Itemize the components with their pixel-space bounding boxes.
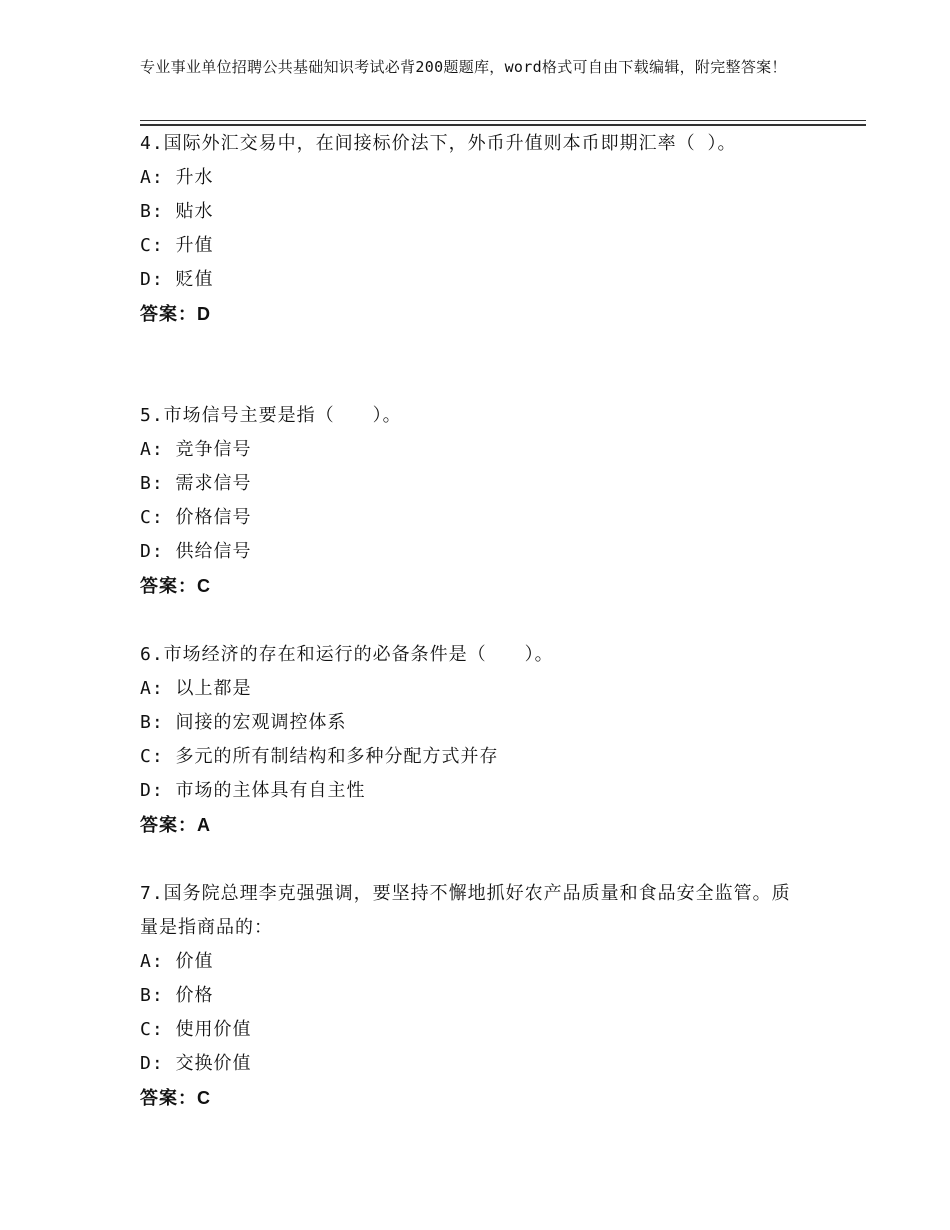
option-b: B: 价格 [140, 985, 214, 1006]
option-d: D: 交换价值 [140, 1053, 252, 1074]
document-header: 专业事业单位招聘公共基础知识考试必背200题题库，word格式可自由下载编辑，附完整答案！ [140, 58, 787, 76]
answer-value: D [197, 304, 211, 324]
option-a: A: 价值 [140, 951, 214, 972]
option-c: C: 多元的所有制结构和多种分配方式并存 [140, 746, 499, 767]
question-stem: 7.国务院总理李克强强调，要坚持不懈地抓好农产品质量和食品安全监管。质量是指商品的： [140, 883, 791, 938]
answer-label: 答案： [140, 304, 197, 325]
answer-line [140, 808, 800, 842]
option-c: C: 价格信号 [140, 507, 252, 528]
option-c: C: 升值 [140, 235, 214, 256]
answer-line [140, 1081, 800, 1115]
option-b: B: 需求信号 [140, 473, 252, 494]
question-stem: 4.国际外汇交易中，在间接标价法下，外币升值则本币即期汇率（ ）。 [140, 133, 737, 154]
answer-value: C [197, 1088, 211, 1108]
question-6 [140, 638, 800, 842]
answer-line [140, 569, 800, 603]
answer-value: C [197, 576, 211, 596]
answer-label: 答案： [140, 1088, 197, 1109]
header-rule-thin [140, 120, 866, 121]
option-b: B: 贴水 [140, 201, 214, 222]
question-5 [140, 399, 800, 603]
question-4 [140, 127, 800, 331]
answer-line [140, 297, 800, 331]
answer-label: 答案： [140, 815, 197, 836]
question-stem: 5.市场信号主要是指（ ）。 [140, 405, 402, 426]
option-a: A: 以上都是 [140, 678, 252, 699]
option-a: A: 竞争信号 [140, 439, 252, 460]
option-a: A: 升水 [140, 167, 214, 188]
option-d: D: 供给信号 [140, 541, 252, 562]
option-c: C: 使用价值 [140, 1019, 252, 1040]
option-d: D: 贬值 [140, 269, 214, 290]
answer-value: A [197, 815, 211, 835]
option-b: B: 间接的宏观调控体系 [140, 712, 347, 733]
answer-label: 答案： [140, 576, 197, 597]
question-stem: 6.市场经济的存在和运行的必备条件是（ ）。 [140, 644, 554, 665]
option-d: D: 市场的主体具有自主性 [140, 780, 366, 801]
question-7 [140, 877, 800, 1115]
header-rule-thick [140, 124, 866, 126]
